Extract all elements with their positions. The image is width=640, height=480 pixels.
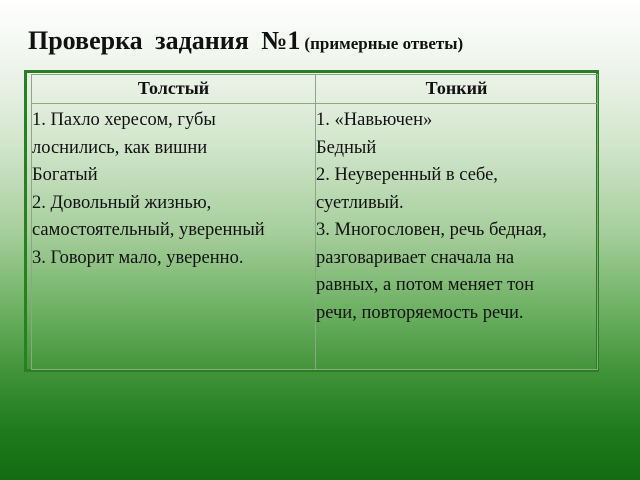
header-tolstyi: Толстый (32, 75, 316, 104)
slide-title-main: Проверка задания №1 (28, 26, 301, 55)
text-line: 1. «Навьючен» (316, 110, 433, 130)
text-line: лоснились, как вишни (32, 137, 208, 158)
text-line: 3. Говорит мало, уверенно. (32, 247, 244, 268)
text-line: равных, а потом меняет тон (316, 275, 535, 295)
answers-table-frame (24, 70, 599, 372)
slide-subtitle: (примерные ответы) (304, 34, 464, 53)
table-row (32, 104, 598, 370)
text-line: 2. Неуверенный в себе, (316, 165, 498, 185)
header-tonkii: Тонкий (316, 75, 598, 104)
text-line: суетливый. (316, 192, 404, 213)
cell-tolstyi-answers (32, 104, 316, 370)
cell-tonkii-answers (316, 104, 598, 370)
text-line: 3. Многословен, речь бедная, (316, 220, 547, 240)
text-line: Богатый (32, 165, 98, 185)
text-line: Бедный (316, 137, 377, 158)
answers-table (31, 74, 598, 370)
table-header-row (32, 75, 598, 104)
text-line: самостоятельный, уверенный (32, 220, 265, 240)
text-line: разговаривает сначала на (316, 247, 515, 268)
slide-title (28, 26, 463, 56)
text-line: 2. Довольный жизнью, (32, 192, 212, 213)
text-line: 1. Пахло хересом, губы (32, 110, 216, 130)
text-line: речи, повторяемость речи. (316, 302, 524, 323)
